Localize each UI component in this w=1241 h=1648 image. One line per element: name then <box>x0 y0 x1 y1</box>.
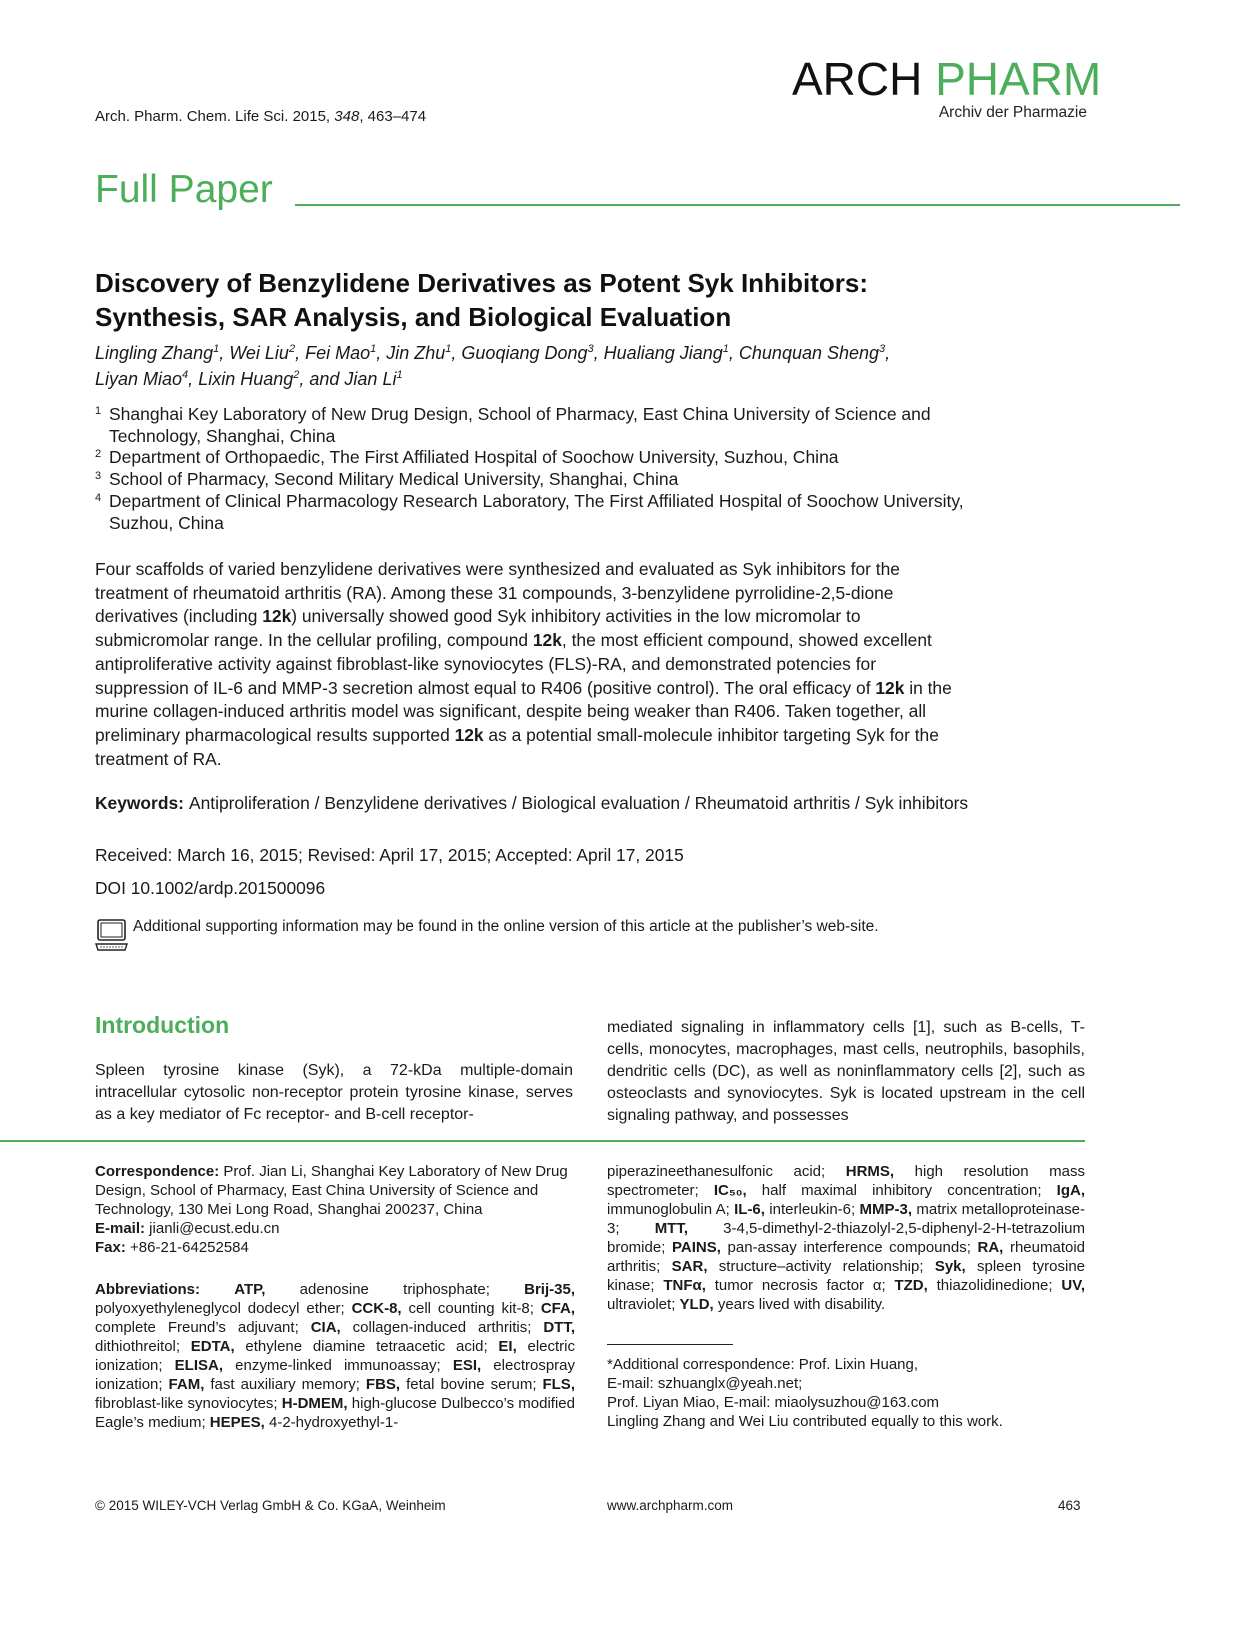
author-name: Lingling Zhang <box>95 343 214 363</box>
abbreviations-right <box>607 1162 1085 1314</box>
logo-subtitle: Archiv der Pharmazie <box>938 104 1087 121</box>
author-affiliation-mark: 1 <box>213 343 220 355</box>
abbreviation-term: MTT, <box>654 1220 689 1237</box>
author-name: Fei Mao <box>305 343 371 363</box>
abbreviation-term: Brij-35, <box>524 1281 575 1298</box>
abbreviation-term: TNFα, <box>663 1277 706 1294</box>
abbreviation-definition: electric ionization; <box>95 1338 576 1374</box>
abbreviation-term: PAINS, <box>671 1239 721 1256</box>
abbreviation-definition: dithiothreitol; <box>95 1338 191 1355</box>
citation-volume: 348 <box>334 108 360 125</box>
abbreviation-definition: interleukin-6; <box>764 1201 860 1218</box>
abbreviation-definition: ultraviolet; <box>607 1296 680 1313</box>
abbreviation-term: RA, <box>977 1239 1004 1256</box>
author-affiliation-mark: 2 <box>288 343 296 355</box>
doi[interactable]: DOI 10.1002/ardp.201500096 <box>95 878 326 898</box>
citation-prefix: Arch. Pharm. Chem. Life Sci. 2015, <box>95 108 335 125</box>
footnote-line: Lingling Zhang and Wei Liu contributed equally to this work. <box>607 1413 1003 1430</box>
author-name: Wei Liu <box>229 343 289 363</box>
abbreviation-definition: matrix metalloproteinase-3; <box>607 1201 1085 1237</box>
section-label: Full Paper <box>95 168 273 211</box>
footnote-line: *Additional correspondence: Prof. Lixin Huang, <box>607 1356 919 1373</box>
author-affiliation-mark: 4 <box>182 369 189 381</box>
abbreviation-term: MMP-3, <box>859 1201 913 1218</box>
author-name: Liyan Miao <box>95 369 183 389</box>
paper-title: Discovery of Benzylidene Derivatives as Potent Syk Inhibitors: Synthesis, SAR Analysis, and Biological Evaluation <box>95 268 869 332</box>
abbreviation-definition: half maximal inhibitory concentration; <box>746 1182 1057 1199</box>
footnote-rule <box>607 1344 733 1345</box>
abbreviation-definition: spleen tyrosine kinase; <box>607 1258 1086 1294</box>
supporting-info <box>95 918 1035 957</box>
author-affiliation-mark: 1 <box>370 343 377 355</box>
abbreviation-definition: structure–activity relationship; <box>707 1258 935 1275</box>
abbreviation-definition: adenosine triphosphate; <box>265 1281 525 1298</box>
received-dates: Received: March 16, 2015; Revised: April 17, 2015; Accepted: April 17, 2015 <box>95 845 684 865</box>
abbreviation-term: CIA, <box>310 1319 341 1336</box>
abbreviation-term: IC₅₀, <box>713 1182 747 1199</box>
author-affiliation-mark: 1 <box>445 343 452 355</box>
abbreviation-term: ESI, <box>452 1357 482 1374</box>
abbreviation-term: ELISA, <box>174 1357 224 1374</box>
footnote-line: E-mail: szhuanglx@yeah.net; <box>607 1375 803 1392</box>
abbreviation-term: IL-6, <box>734 1201 765 1218</box>
citation-pages: , 463–474 <box>359 108 427 125</box>
abbreviation-term: EI, <box>498 1338 517 1355</box>
author-affiliation-mark: 1 <box>396 369 403 381</box>
page-number: 463 <box>1058 1498 1081 1513</box>
abbreviation-definition: rheumatoid arthritis; <box>607 1239 1086 1275</box>
journal-citation <box>95 108 426 125</box>
introduction-heading: Introduction <box>95 1012 230 1038</box>
affiliation-item: 4 Department of Clinical Pharmacology Research Laboratory, The First Affiliated Hospital of Soochow University, Suzhou, China <box>95 490 964 533</box>
author-name: Lixin Huang <box>198 369 294 389</box>
abbreviation-definition: high-glucose Dulbecco’s modified Eagle’s medium; <box>95 1395 575 1431</box>
logo-pharm: PHARM <box>935 53 1102 105</box>
author-name: Guoqiang Dong <box>461 343 588 363</box>
abbreviation-term: H-DMEM, <box>281 1395 348 1412</box>
abbreviation-term: IgA, <box>1056 1182 1085 1199</box>
keywords-label: Keywords: <box>95 793 184 813</box>
abbreviation-term: CCK-8, <box>351 1300 402 1317</box>
abbreviation-definition: collagen-induced arthritis; <box>340 1319 544 1336</box>
abbreviation-definition: high resolution mass spectrometer; <box>607 1163 1085 1199</box>
abbreviation-term: Syk, <box>934 1258 966 1275</box>
affiliation-item: 3 School of Pharmacy, Second Military Medical University, Shanghai, China <box>95 469 679 490</box>
abbreviations-left: Abbreviations: ATP, adenosine triphosphate; Brij-35, polyoxyethyleneglycol dodecyl ether; CCK-8, cell counting kit-8; CFA, complete Freund’s adjuvant; CIA, collagen-induced arthritis; DTT, dithiothreitol; EDTA, ethylene diamine tetraacetic acid; EI, electric ionization; ELISA, enzyme-linked immunoassay; ESI, electrospray ionization; FAM, fast auxiliary memory; FBS, fetal bovine serum; FLS, fibroblast-like synoviocytes; H-DMEM, high-glucose Dulbecco’s modified Eagle’s medium; HEPES, 4-2-hydroxyethyl-1- <box>95 1281 576 1431</box>
abbreviation-term: TZD, <box>894 1277 928 1294</box>
author-name: Hualiang Jiang <box>603 343 723 363</box>
abbreviation-definition: polyoxyethyleneglycol dodecyl ether; <box>95 1300 352 1317</box>
author-affiliation-mark: 3 <box>879 343 886 355</box>
intro-text-left: Spleen tyrosine kinase (Syk), a 72-kDa multiple-domain intracellular cytosolic non-receptor protein tyrosine kinase, serves as a key mediator of Fc receptor- and B-cell receptor- <box>95 1062 573 1123</box>
abbreviation-definition: fibroblast-like synoviocytes; <box>95 1395 282 1412</box>
abbreviation-term: FBS, <box>365 1376 401 1393</box>
abbreviation-definition: tumor necrosis factor α; <box>705 1277 895 1294</box>
abstract: Four scaffolds of varied benzylidene derivatives were synthesized and evaluated as Syk inhibitors for the treatment of rheumatoid arthritis (RA). Among these 31 compounds, 3-benzylidene pyrrolidine-2,5-dione derivatives (including 12k) universally showed good Syk inhibitory activities in the low micromolar to submicromolar range. In the cellular profiling, compound 12k, the most efficient compound, showed excellent antiproliferative activity against fibroblast-like synoviocytes (FLS)-RA, and demonstrated potencies for suppression of IL-6 and MMP-3 secretion almost equal to R406 (positive control). The oral efficacy of 12k in the murine collagen-induced arthritis model was significant, despite being weaker than R406. Taken together, all preliminary pharmacological results supported 12k as a potential small-molecule inhibitor targeting Syk for the treatment of RA. <box>95 559 952 769</box>
abbreviation-term: EDTA, <box>190 1338 235 1355</box>
abbreviation-term: HRMS, <box>845 1163 895 1180</box>
supporting-info-text: Additional supporting information may be found in the online version of this article at the publisher’s web-site. <box>133 918 879 935</box>
intro-text-right: mediated signaling in inflammatory cells [1], such as B-cells, T-cells, monocytes, macrophages, mast cells, neutrophils, basophils, dendritic cells (DC), as well as noninflammatory cells [2], such as osteoclasts and synoviocytes. Syk is located upstream in the cell signaling pathway, and possesses <box>607 1019 1085 1124</box>
footnote-line: Prof. Liyan Miao, E-mail: miaolysuzhou@163.com <box>607 1394 940 1411</box>
abbreviation-term: CFA, <box>540 1300 575 1317</box>
abbreviation-definition: complete Freund’s adjuvant; <box>95 1319 311 1336</box>
abbreviation-term: SAR, <box>671 1258 708 1275</box>
abbreviation-definition: thiazolidinedione; <box>927 1277 1062 1294</box>
abbreviation-definition: electrospray ionization; <box>95 1357 575 1393</box>
correspondence-email[interactable]: jianli@ecust.edu.cn <box>145 1220 280 1237</box>
copyright: © 2015 WILEY-VCH Verlag GmbH & Co. KGaA, Weinheim <box>95 1498 446 1513</box>
affiliation-item: 1 Shanghai Key Laboratory of New Drug Design, School of Pharmacy, East China University of Science and Technology, Shanghai, China <box>95 404 931 446</box>
author-name: Chunquan Sheng <box>738 343 880 363</box>
author-affiliation-mark: 3 <box>587 343 594 355</box>
abbreviation-term: YLD, <box>679 1296 714 1313</box>
abbreviation-definition: enzyme-linked immunoassay; <box>223 1357 453 1374</box>
abbreviation-definition: pan-assay interference compounds; <box>720 1239 978 1256</box>
author-list: Lingling Zhang$^1$, Wei Liu$^2$, Fei Mao$^1$, Jin Zhu$^1$, Guoqiang Dong$^3$, Hualiang Jiang$^1$, Chunquan Sheng$^3$, Liyan Miao$^4$, Lixin Huang$^2$, and Jian Li$^1$ <box>95 343 891 389</box>
affiliation-list <box>95 404 975 534</box>
abbreviation-definition: ethylene diamine tetraacetic acid; <box>234 1338 499 1355</box>
website-link[interactable]: www.archpharm.com <box>607 1498 734 1513</box>
abbreviation-term: HEPES, <box>209 1414 265 1431</box>
abbreviation-term: DTT, <box>543 1319 575 1336</box>
author-affiliation-mark: 1 <box>722 343 729 355</box>
abbreviation-definition: immunoglobulin A; <box>607 1201 735 1218</box>
author-affiliation-mark: 2 <box>293 369 300 381</box>
abbreviation-definition: fast auxiliary memory; <box>204 1376 366 1393</box>
abbreviation-definition: 4-2-hydroxyethyl-1- <box>264 1414 399 1431</box>
journal-logo <box>792 52 1102 122</box>
logo-arch: ARCH <box>792 53 923 105</box>
author-name: Jian Li <box>344 369 397 389</box>
affiliation-item: 2 Department of Orthopaedic, The First Affiliated Hospital of Soochow University, Suzhou, China <box>95 447 839 468</box>
abbreviation-definition: fetal bovine serum; <box>400 1376 543 1393</box>
abbreviation-term: ATP, <box>234 1281 266 1298</box>
abbreviation-definition: years lived with disability. <box>713 1296 886 1313</box>
abbreviation-definition: cell counting kit-8; <box>401 1300 541 1317</box>
computer-icon <box>95 918 129 957</box>
footnotes <box>607 1355 1085 1431</box>
keywords-text: Antiproliferation / Benzylidene derivatives / Biological evaluation / Rheumatoid arthritis / Syk inhibitors <box>189 793 969 813</box>
footnote-divider <box>0 1140 1085 1142</box>
abbreviation-term: UV, <box>1061 1277 1085 1294</box>
abbreviation-definition: 3-4,5-dimethyl-2-thiazolyl-2,5-diphenyl-2-H-tetrazolium bromide; <box>607 1220 1085 1256</box>
keywords <box>95 792 975 814</box>
abbreviation-term: FAM, <box>168 1376 205 1393</box>
abbreviation-definition: piperazineethanesulfonic acid; <box>607 1163 846 1180</box>
correspondence-block: Correspondence: Prof. Jian Li, Shanghai Key Laboratory of New Drug Design, School of Pharmacy, East China University of Science and Technology, 130 Mei Long Road, Shanghai 200237, China E-mail: jianli@ecust.edu.cn Fax: +86-21-64252584 <box>95 1163 568 1256</box>
abbreviation-term: FLS, <box>542 1376 575 1393</box>
section-divider <box>295 204 1180 206</box>
author-name: Jin Zhu <box>386 343 446 363</box>
